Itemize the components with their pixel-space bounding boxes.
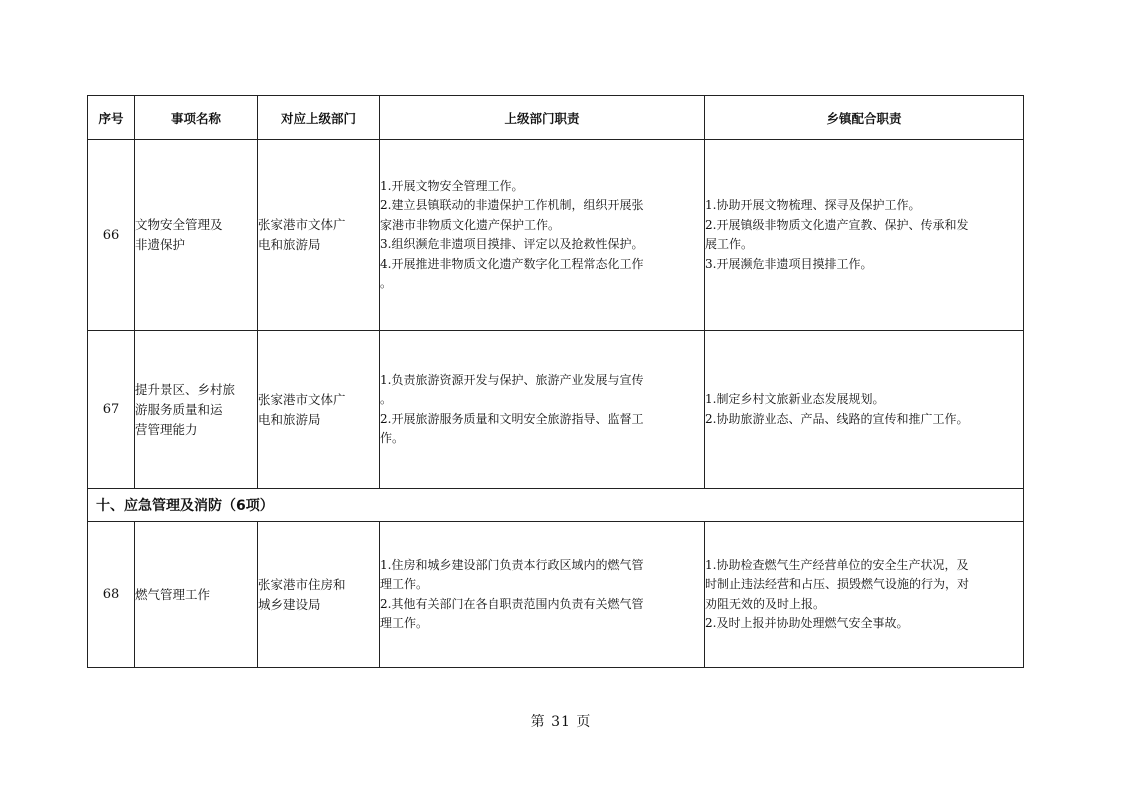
duty-line: 1.负责旅游资源开发与保护、旅游产业发展与宣传 xyxy=(380,372,644,387)
duty-line: 2.及时上报并协助处理燃气安全事故。 xyxy=(705,616,909,630)
duty-line: 1.住房和城乡建设部门负责本行政区域内的燃气管 xyxy=(380,557,644,572)
duty-line: 理工作。 xyxy=(380,577,429,591)
table-row xyxy=(88,522,1024,668)
town-duty-cell xyxy=(705,140,1024,331)
header-cell-item-name: 事项名称 xyxy=(135,96,258,140)
duty-line: 4.开展推进非物质文化遗产数字化工程常态化工作 xyxy=(380,256,644,271)
item-name-line: 燃气管理工作 xyxy=(135,586,211,602)
duty-line: 时制止违法经营和占压、损毁燃气设施的行为，对 xyxy=(705,577,970,591)
header-cell-no: 序号 xyxy=(88,96,135,140)
item-name-cell xyxy=(135,331,258,489)
duty-line: 3.开展濒危非遗项目摸排工作。 xyxy=(705,256,873,271)
item-name-cell xyxy=(135,140,258,331)
duty-line: 1.制定乡村文旅新业态发展规划。 xyxy=(705,392,885,406)
row-number: 68 xyxy=(88,522,135,668)
duty-line: 作。 xyxy=(380,431,405,445)
row-number: 66 xyxy=(88,140,135,331)
upper-duty-cell xyxy=(380,140,705,331)
item-name-line: 营管理能力 xyxy=(135,421,198,437)
header-cell-town-duty: 乡镇配合职责 xyxy=(705,96,1024,140)
dept-line: 张家港市住房和 xyxy=(258,576,346,592)
duty-line: 1.协助开展文物梳理、探寻及保护工作。 xyxy=(705,198,921,212)
duty-table xyxy=(87,95,1024,668)
dept-line: 张家港市文体广 xyxy=(258,217,346,232)
town-duty-cell xyxy=(705,522,1024,668)
header-cell-upper-duty: 上级部门职责 xyxy=(380,96,705,140)
header-cell-upper-dept: 对应上级部门 xyxy=(258,96,380,140)
section-row xyxy=(88,489,1024,522)
page-number: 第 31 页 xyxy=(530,714,592,730)
upper-dept-cell xyxy=(258,140,380,331)
dept-line: 电和旅游局 xyxy=(258,411,321,427)
item-name-line: 文物安全管理及 xyxy=(135,217,223,232)
row-number: 67 xyxy=(88,331,135,489)
duty-line: 1.协助检查燃气生产经营单位的安全生产状况，及 xyxy=(705,557,969,572)
duty-line: 2.开展镇级非物质文化遗产宣教、保护、传承和发 xyxy=(705,217,969,232)
table-row xyxy=(88,331,1024,489)
town-duty-cell xyxy=(705,331,1024,489)
upper-duty-cell xyxy=(380,331,705,489)
duty-line: 2.协助旅游业态、产品、线路的宣传和推广工作。 xyxy=(705,411,969,426)
table-row xyxy=(88,140,1024,331)
duty-line: 。 xyxy=(380,392,393,406)
upper-duty-cell xyxy=(380,522,705,668)
dept-line: 张家港市文体广 xyxy=(258,391,346,407)
dept-line: 电和旅游局 xyxy=(258,237,321,252)
item-name-line: 非遗保护 xyxy=(135,237,186,252)
header-row xyxy=(88,96,1024,140)
item-name-cell xyxy=(135,522,258,668)
duty-line: 2.建立县镇联动的非遗保护工作机制，组织开展张 xyxy=(380,198,644,212)
duty-line: 劝阻无效的及时上报。 xyxy=(705,596,826,611)
duty-line: 2.其他有关部门在各自职责范围内负责有关燃气管 xyxy=(380,596,644,611)
duty-line: 家港市非物质文化遗产保护工作。 xyxy=(380,217,561,232)
dept-line: 城乡建设局 xyxy=(258,596,321,612)
section-title: 十、应急管理及消防（6项） xyxy=(88,489,1024,522)
duty-line: 1.开展文物安全管理工作。 xyxy=(380,178,524,193)
duty-line: 2.开展旅游服务质量和文明安全旅游指导、监督工 xyxy=(380,411,644,426)
item-name-line: 游服务质量和运 xyxy=(135,401,223,417)
duty-line: 。 xyxy=(380,276,393,290)
upper-dept-cell xyxy=(258,331,380,489)
duty-line: 展工作。 xyxy=(705,237,754,251)
upper-dept-cell xyxy=(258,522,380,668)
item-name-line: 提升景区、乡村旅 xyxy=(135,381,236,397)
duty-line: 理工作。 xyxy=(380,616,429,630)
duty-line: 3.组织濒危非遗项目摸排、评定以及抢救性保护。 xyxy=(380,237,644,251)
